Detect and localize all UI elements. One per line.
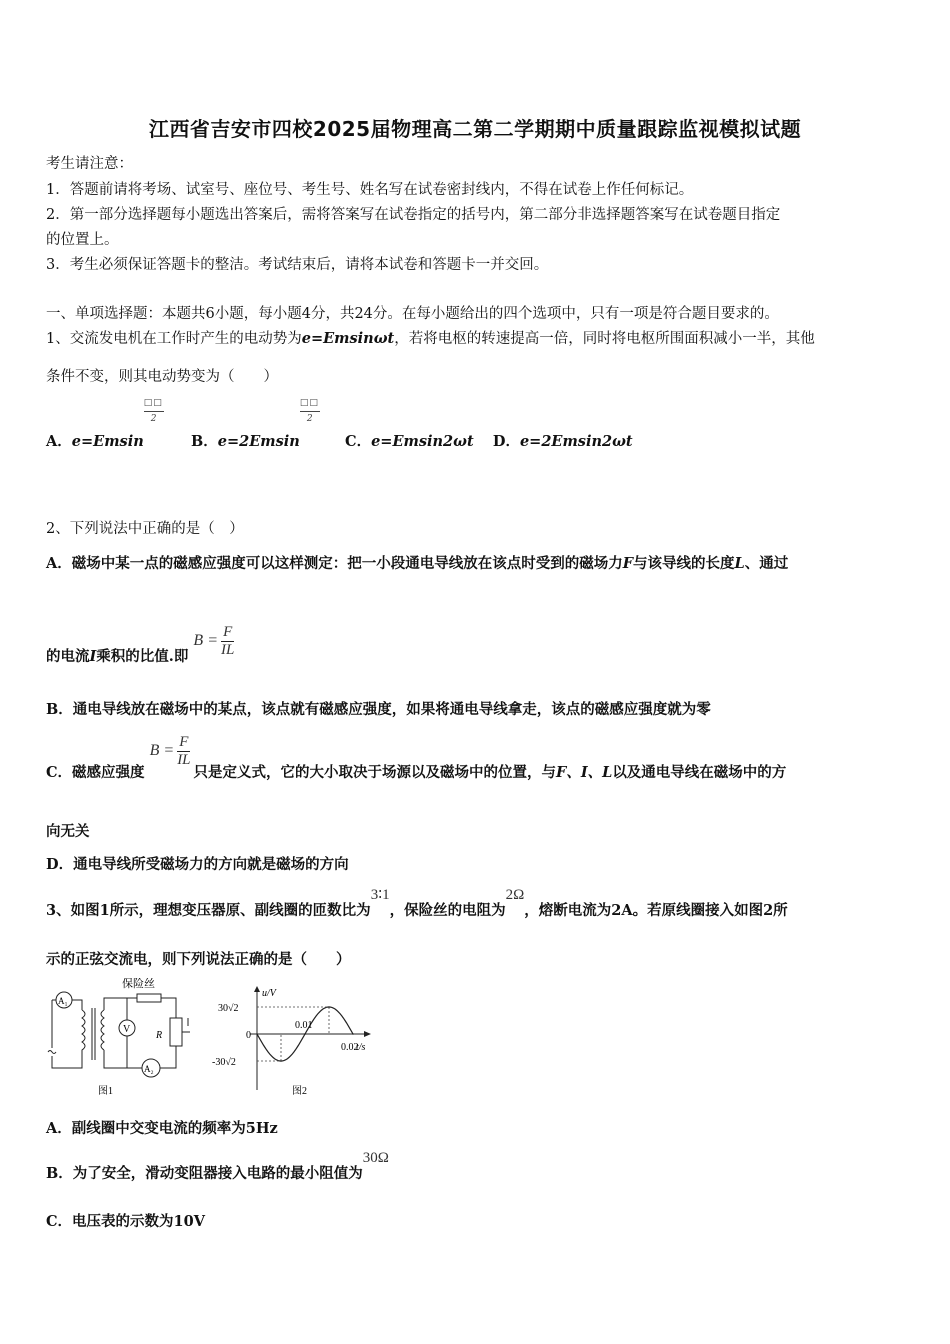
- data-point: [352, 1033, 354, 1035]
- x-tick-0.02: 0.02: [341, 1042, 359, 1053]
- fig1-fuse-label: 保险丝: [122, 978, 155, 990]
- q1-stem-c: 条件不变，则其电动势变为（ ）: [46, 369, 278, 385]
- q1-option-c: e=Emsin2ωt: [371, 433, 474, 450]
- q2-option-a-cont: 的电流I乘积的比值.即 B = $\frac{F}{IL}$: [46, 624, 237, 659]
- figure-1-circuit: [42, 978, 202, 1098]
- q3-option-b: B．为了安全，滑动变阻器接入电路的最小阻值为30Ω: [46, 1150, 389, 1182]
- notice-item-2-cont: 的位置上。: [46, 232, 119, 248]
- x-axis-label: t/s: [356, 1042, 366, 1053]
- q1-stem: [46, 327, 815, 348]
- fig1-caption: 图1: [98, 1086, 113, 1097]
- q1-option-a: e=Emsin: [71, 433, 144, 450]
- fig1-v-label: V: [123, 1024, 131, 1035]
- q1-option-b-fraction: $\frac{□□}{2}$: [299, 398, 319, 424]
- data-point: [304, 1033, 306, 1035]
- q1-option-d-label: D．: [492, 433, 520, 450]
- section-heading: 一、单项选择题：本题共6小题，每小题4分，共24分。在每小题给出的四个选项中，只有一项是符合题目要求的。: [46, 306, 779, 322]
- q2-option-a: A．磁场中某一点的磁感应强度可以这样测定：把一小段通电导线放在该点时受到的磁场力F与该导线的长度L、通过: [46, 555, 789, 572]
- y-tick-zero: 0: [246, 1030, 251, 1041]
- q1-option-b-label: B．: [190, 433, 218, 450]
- fig1-a1-label: A₁: [58, 996, 68, 1006]
- q3-stem: 3、如图1所示，理想变压器原、副线圈的匝数比为3∶1，保险丝的电阻为2Ω，熔断电流为2A。若原线圈接入如图2所: [46, 887, 788, 919]
- q1-formula: e=Emsinωt: [301, 330, 395, 347]
- fig2-caption: 图2: [292, 1086, 307, 1097]
- notice-item-2: 2．第一部分选择题每小题选出答案后，需将答案写在试卷指定的括号内，第二部分非选择题答案写在试卷题目指定: [46, 207, 781, 223]
- q2-option-d: D．通电导线所受磁场力的方向就是磁场的方向: [46, 856, 349, 873]
- fig1-a2-label: A₂: [144, 1064, 154, 1074]
- q1-stem-b: ，若将电枢的转速提高一倍，同时将电枢所围面积减小一半，其他: [394, 331, 815, 347]
- figure-2-chart: [210, 982, 380, 1100]
- q3-option-c: C．电压表的示数为10V: [46, 1213, 205, 1230]
- q1-option-c-label: C．: [345, 433, 372, 450]
- data-point: [256, 1033, 258, 1035]
- q1-options: [46, 398, 633, 460]
- q2-option-c-cont: 向无关: [46, 823, 90, 840]
- q2-equation: B = $\frac{F}{IL}$: [193, 624, 235, 658]
- y-tick-min: -30√2: [212, 1057, 236, 1068]
- notice-heading: 考生请注意：: [46, 156, 133, 172]
- q2-stem: 2、下列说法中正确的是（ ）: [46, 521, 244, 537]
- y-tick-max: 30√2: [218, 1003, 239, 1014]
- q1-stem-a: 1、交流发电机在工作时产生的电动势为: [46, 331, 302, 347]
- q1-option-d: e=2Emsin2ωt: [519, 433, 633, 450]
- q3-stem-d: 示的正弦交流电，则下列说法正确的是（ ）: [46, 951, 351, 968]
- q1-option-b: e=2Emsin: [217, 433, 300, 450]
- page-title: 江西省吉安市四校2025届物理高二第二学期期中质量跟踪监视模拟试题: [148, 117, 802, 141]
- fuse: [137, 994, 161, 1002]
- q1-option-a-fraction: $\frac{□□}{2}$: [143, 398, 163, 424]
- q3-option-a: A．副线圈中交变电流的频率为5Hz: [46, 1120, 278, 1137]
- x-tick-0.01: 0.01: [295, 1020, 313, 1031]
- q1-option-a-label: A．: [46, 433, 72, 450]
- q2-option-b: B．通电导线放在磁场中的某点，该点就有磁感应强度，如果将通电导线拿走，该点的磁感应强度就为零: [46, 701, 711, 718]
- fig1-r-label: R: [156, 1030, 163, 1041]
- notice-item-1: 1．答题前请将考场、试室号、座位号、考生号、姓名写在试卷密封线内，不得在试卷上作任何标记。: [46, 182, 694, 198]
- notice-item-3: 3．考生必须保证答题卡的整洁。考试结束后，请将本试卷和答题卡一并交回。: [46, 257, 549, 273]
- y-axis-label: u/V: [262, 988, 276, 999]
- q2-option-c: C．磁感应强度 B = $\frac{F}{IL}$ 只是定义式，它的大小取决于场源以及磁场中的位置，与F、I、L以及通电导线在磁场中的方: [46, 734, 787, 782]
